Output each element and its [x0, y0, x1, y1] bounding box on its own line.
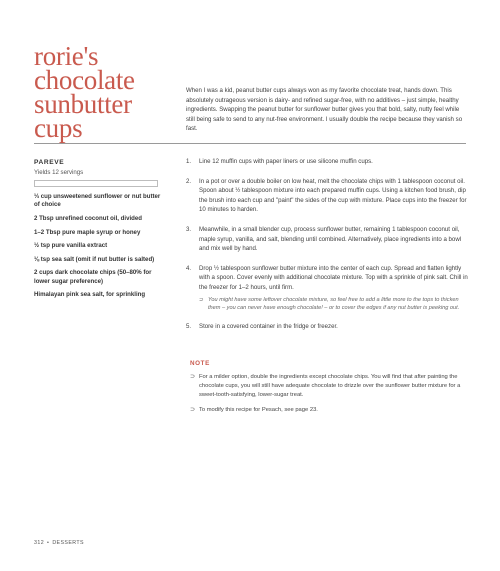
tip-text: You might have some leftover chocolate mixture, so feel free to add a little more to the tops to thicken them – you can never have enough chocolate! – or to cover the edges if any nut butter is peeking out.	[208, 296, 460, 311]
title-line: rorie's	[34, 41, 99, 71]
page-footer	[34, 540, 84, 546]
title-line: cups	[34, 113, 83, 143]
note-item	[190, 406, 466, 415]
method-steps	[186, 157, 468, 341]
title-line: chocolate	[34, 65, 135, 95]
step-number: 1.	[186, 158, 192, 165]
page-number: 312	[34, 540, 45, 546]
ingredient-item: 2 cups dark chocolate chips (50–80% for lower sugar preference)	[34, 269, 152, 285]
yields-text: Yields 12 servings	[34, 169, 84, 176]
method-step	[186, 157, 468, 167]
note-arrow-icon: ⊃	[190, 374, 195, 380]
step-tip	[199, 296, 468, 312]
step-number: 3.	[186, 225, 192, 233]
ingredient-item: 1–2 Tbsp pure maple syrup or honey	[34, 228, 141, 236]
recipe-title	[34, 41, 184, 143]
recipe-intro: When I was a kid, peanut butter cups always won as my favorite chocolate treat, hands down. This absolutely outrageous version is dairy- and refined sugar-free, with no additives – just simple, healthy ingredients. Swapping the peanut butter for sunflower butter gives you that bold, salty, nutty feel while still being safe to send to any nut-free environment. I usually double the recipe because they vanish so fast.	[186, 87, 463, 133]
ingredients-list	[34, 193, 162, 305]
method-step	[186, 177, 468, 215]
title-line: sunbutter	[34, 89, 132, 119]
note-text: For a milder option, double the ingredients except chocolate chips. You will find that after painting the chocolate cups, you will still have adequate chocolate to drizzle over the sunflower butter mixture for a sweet-tooth-satisfying, lower-sugar treat.	[199, 374, 461, 398]
step-text: Line 12 muffin cups with paper liners or use silicone muffin cups.	[199, 158, 373, 165]
method-step	[186, 322, 468, 332]
ingredient-item: ⅛ tsp sea salt (omit if nut butter is salted)	[34, 255, 155, 263]
step-number: 2.	[186, 177, 192, 185]
note-list	[190, 373, 466, 421]
step-text: In a pot or over a double boiler on low heat, melt the chocolate chips with 1 tablespoon coconut oil. Spoon about ½ tablespoon mixture into each prepared muffin cups. Using a kitchen food brush, dip the brush into each cup and "paint" the sides of the cup with mixture. Place cups into the freezer for 10 minutes to harden.	[199, 177, 467, 214]
method-step	[186, 264, 468, 312]
method-step	[186, 225, 468, 254]
note-item	[190, 373, 466, 400]
step-number: 4.	[186, 264, 192, 272]
step-text: Meanwhile, in a small blender cup, process sunflower butter, remaining 1 tablespoon coconut oil, maple syrup, vanilla, and salt, blending until combined. Alternatively, place ingredients into a bowl and mix well by hand.	[199, 225, 462, 253]
tip-arrow-icon: ⊃	[199, 296, 204, 303]
ingredient-item: Himalayan pink sea salt, for sprinkling	[34, 291, 146, 299]
note-arrow-icon: ⊃	[190, 407, 195, 413]
ingredients-category: PAREVE	[34, 159, 65, 166]
ingredients-divider	[34, 180, 158, 187]
step-text: Drop ½ tablespoon sunflower butter mixture into the center of each cup. Spread and flatten lightly with a spoon. Cover evenly with additional chocolate mixture. Top with a sprinkle of pink salt. Chill in the freezer for 1–2 hours, until firm.	[199, 264, 468, 291]
header-divider	[34, 143, 466, 144]
step-text: Store in a covered container in the fridge or freezer.	[199, 322, 338, 330]
ingredient-item: 2 Tbsp unrefined coconut oil, divided	[34, 215, 143, 222]
footer-separator: •	[47, 540, 50, 546]
note-heading: NOTE	[190, 360, 210, 367]
note-text: To modify this recipe for Pesach, see page 23.	[199, 407, 318, 413]
step-number: 5.	[186, 322, 192, 330]
section-name: DESSERTS	[52, 540, 84, 546]
ingredient-item: ⅓ cup unsweetened sunflower or nut butter of choice	[34, 193, 161, 209]
ingredient-item: ½ tsp pure vanilla extract	[34, 242, 108, 250]
